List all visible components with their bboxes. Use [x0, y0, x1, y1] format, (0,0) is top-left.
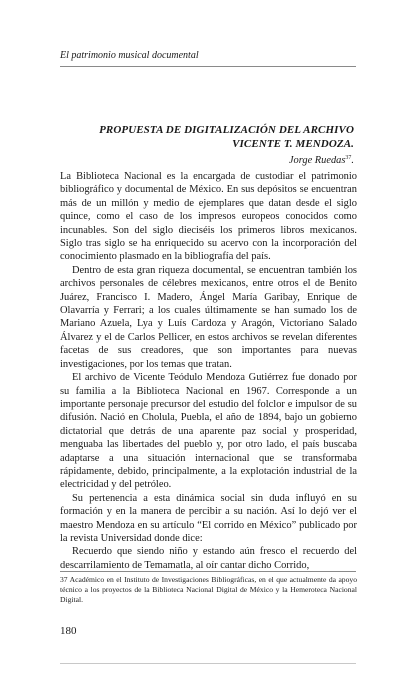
paragraph: Recuerdo que siendo niño y estando aún fresco el recuerdo del descarrilamiento de Temamatla, al oír cantar dicho Corrido,: [60, 546, 357, 571]
paragraph: El archivo de Vicente Teódulo Mendoza Gutiérrez fue donado por su familia a la Biblioteca Nacional en 1967. Corresponde a un importante personaje precursor del estudio del folclor e impulsor de su difusión. Nació en Cholula, Puebla, el año de 1894, bajo un gobierno dictatorial que detrás de una aparente paz social y prosperidad, menguaba las libertades del pueblo y, por otro lado, el país buscaba adaptarse a una situación internacional que se transformaba rápidamente, debido, principalmente, a la explotación industrial de la electricidad y del petróleo.: [60, 372, 357, 491]
author-suffix: .: [351, 155, 354, 166]
footnote: 37 Académico en el Instituto de Investigaciones Bibliográficas, en el que actualmente da apoyo técnico a los proyectos de la Biblioteca Nacional Digital de México y la Hemeroteca Nacional Digital.: [60, 575, 357, 604]
bottom-divider: [60, 663, 356, 664]
paragraph: Dentro de esta gran riqueza documental, se encuentran también los archivos personales de célebres mexicanos, entre otros el de Benito Juárez, Francisco I. Madero, Ángel María Garibay, Enrique de Olavarría y Ferrari; a los cuales últimamente se han sumado los de Mariano Azuela, Lya y Luís Cardoza y Aragón, Victoriano Salado Álvarez y el de Carlos Pellicer, en estos archivos se revelan diferentes facetas de sus creadores, que son importantes para nuevas investigaciones, por los temas que tratan.: [60, 264, 357, 370]
article-author: [154, 152, 354, 167]
article-title: PROPUESTA DE DIGITALIZACIÓN DEL ARCHIVO VICENTE T. MENDOZA.: [99, 124, 354, 150]
paragraph: Su pertenencia a esta dinámica social sin duda influyó en su formación y en la manera de percibir a su nación. Así lo dejó ver el maestro Mendoza en su artículo “El corrido en México” publicado por la revista Universidad donde dice:: [60, 492, 357, 544]
running-header: El patrimonio musical documental: [60, 50, 199, 61]
author-footnote-ref[interactable]: 37: [345, 155, 352, 161]
header-divider: [60, 66, 356, 67]
body-text: [60, 170, 357, 572]
paragraph: La Biblioteca Nacional es la encargada de custodiar el patrimonio bibliográfico y documental de México. En sus depósitos se encuentran más de un millón y medio de ejemplares que datan desde el siglo quince, como el caso de los impresos europeos conocidos como incunables. Son del siglo dieciséis los primeros libros mexicanos. Siglo tras siglo se ha enriquecido su acervo con la incorporación del conocimiento plasmado en la bibliografía del país.: [60, 171, 357, 263]
author-name: Jorge Ruedas: [288, 155, 346, 166]
footnote-divider: [60, 571, 356, 572]
page-number: 180: [60, 625, 77, 637]
